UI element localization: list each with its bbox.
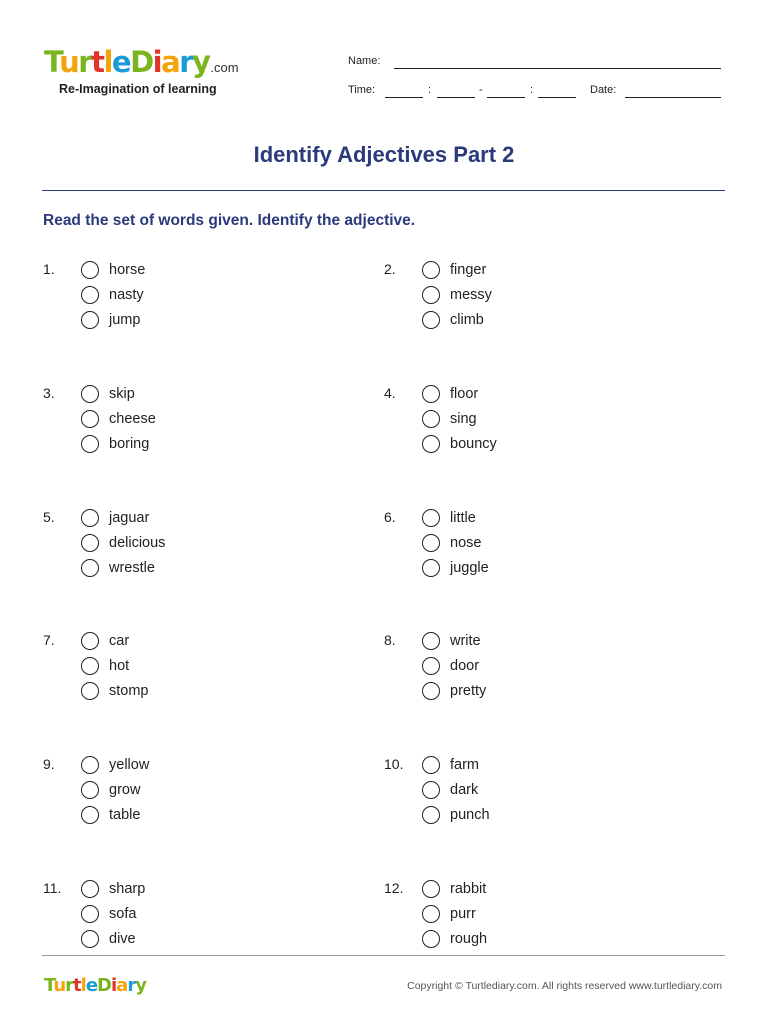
title-divider bbox=[42, 190, 725, 191]
answer-option-label: sharp bbox=[109, 881, 146, 897]
question-2 bbox=[384, 261, 684, 341]
radio-circle-icon[interactable] bbox=[81, 534, 99, 552]
question-number: 8. bbox=[384, 632, 396, 648]
radio-circle-icon[interactable] bbox=[422, 311, 440, 329]
question-number: 9. bbox=[43, 756, 55, 772]
logo-letter: r bbox=[127, 975, 136, 996]
answer-option-label: horse bbox=[109, 262, 146, 278]
answer-option-label: hot bbox=[109, 658, 130, 674]
answer-option[interactable] bbox=[81, 285, 144, 305]
radio-circle-icon[interactable] bbox=[422, 385, 440, 403]
name-field[interactable] bbox=[394, 68, 721, 69]
radio-circle-icon[interactable] bbox=[81, 261, 99, 279]
answer-option[interactable] bbox=[422, 656, 479, 676]
logo-letter: e bbox=[85, 975, 98, 996]
radio-circle-icon[interactable] bbox=[422, 756, 440, 774]
radio-circle-icon[interactable] bbox=[81, 509, 99, 527]
answer-option-label: wrestle bbox=[109, 560, 155, 576]
answer-option-label: little bbox=[450, 510, 476, 526]
footer-divider bbox=[42, 955, 725, 956]
answer-option[interactable] bbox=[81, 533, 165, 553]
time-dash: - bbox=[479, 84, 483, 96]
logo-letter: D bbox=[130, 45, 153, 79]
logo-letter: y bbox=[135, 975, 146, 996]
radio-circle-icon[interactable] bbox=[422, 286, 440, 304]
answer-option-label: climb bbox=[450, 312, 484, 328]
logo-letter: r bbox=[179, 45, 192, 79]
radio-circle-icon[interactable] bbox=[81, 781, 99, 799]
answer-option[interactable] bbox=[81, 384, 135, 404]
answer-option-label: jaguar bbox=[109, 510, 150, 526]
answer-option-label: stomp bbox=[109, 683, 149, 699]
footer-logo-letters bbox=[44, 975, 146, 996]
date-label: Date: bbox=[590, 84, 617, 96]
logo-letter: i bbox=[152, 45, 162, 79]
answer-option-label: dark bbox=[450, 782, 479, 798]
answer-option[interactable] bbox=[422, 780, 478, 800]
answer-option[interactable] bbox=[81, 310, 140, 330]
logo-letter: t bbox=[73, 975, 81, 996]
answer-option-label: delicious bbox=[109, 535, 166, 551]
answer-option-label: sofa bbox=[109, 906, 137, 922]
answer-option[interactable] bbox=[81, 879, 145, 899]
logo-letter: u bbox=[59, 45, 79, 79]
question-number: 12. bbox=[384, 880, 404, 896]
answer-option[interactable] bbox=[81, 656, 129, 676]
radio-circle-icon[interactable] bbox=[81, 286, 99, 304]
logo-letter: i bbox=[110, 975, 117, 996]
answer-option[interactable] bbox=[81, 681, 149, 701]
radio-circle-icon[interactable] bbox=[81, 756, 99, 774]
answer-option[interactable] bbox=[81, 631, 129, 651]
answer-option[interactable] bbox=[422, 755, 479, 775]
logo-letter: l bbox=[80, 975, 86, 996]
question-4 bbox=[384, 385, 684, 465]
question-number: 5. bbox=[43, 509, 55, 525]
answer-option[interactable] bbox=[81, 260, 145, 280]
answer-option-label: skip bbox=[109, 386, 135, 402]
radio-circle-icon[interactable] bbox=[81, 682, 99, 700]
radio-circle-icon[interactable] bbox=[422, 632, 440, 650]
time-colon-1: : bbox=[428, 84, 432, 96]
question-number: 2. bbox=[384, 261, 396, 277]
radio-circle-icon[interactable] bbox=[81, 385, 99, 403]
logo-tagline: Re-Imagination of learning bbox=[59, 82, 217, 96]
question-6 bbox=[384, 509, 684, 589]
logo-letter: r bbox=[78, 45, 92, 79]
radio-circle-icon[interactable] bbox=[422, 682, 440, 700]
question-10 bbox=[384, 756, 684, 836]
logo-suffix: .com bbox=[210, 60, 239, 75]
answer-option-label: table bbox=[109, 807, 141, 823]
answer-option[interactable] bbox=[422, 260, 486, 280]
answer-option[interactable] bbox=[422, 310, 484, 330]
question-9 bbox=[43, 756, 343, 836]
radio-circle-icon[interactable] bbox=[422, 509, 440, 527]
answer-option[interactable] bbox=[422, 805, 490, 825]
answer-option-label: farm bbox=[450, 757, 479, 773]
question-12 bbox=[384, 880, 684, 960]
question-number: 10. bbox=[384, 756, 404, 772]
time-label: Time: bbox=[348, 84, 376, 96]
radio-circle-icon[interactable] bbox=[81, 435, 99, 453]
question-number: 3. bbox=[43, 385, 55, 401]
question-number: 4. bbox=[384, 385, 396, 401]
worksheet-title: Identify Adjectives Part 2 bbox=[253, 142, 515, 167]
answer-option-label: messy bbox=[450, 287, 492, 303]
answer-option-label: sing bbox=[450, 411, 477, 427]
answer-option[interactable] bbox=[422, 533, 481, 553]
logo-wordmark bbox=[44, 45, 244, 79]
turtle-diary-logo bbox=[44, 45, 244, 96]
answer-option-label: bouncy bbox=[450, 436, 497, 452]
time-colon-2: : bbox=[530, 84, 534, 96]
answer-option[interactable] bbox=[81, 755, 149, 775]
name-label: Name: bbox=[348, 55, 381, 67]
answer-option[interactable] bbox=[81, 508, 149, 528]
answer-option-label: rough bbox=[450, 931, 488, 947]
time-end-hour-field[interactable] bbox=[487, 97, 525, 98]
answer-option[interactable] bbox=[422, 508, 476, 528]
radio-circle-icon[interactable] bbox=[422, 559, 440, 577]
answer-option[interactable] bbox=[422, 681, 486, 701]
answer-option-label: grow bbox=[109, 782, 141, 798]
time-start-minute-field[interactable] bbox=[437, 97, 475, 98]
answer-option-label: cheese bbox=[109, 411, 156, 427]
answer-option-label: yellow bbox=[109, 757, 150, 773]
radio-circle-icon[interactable] bbox=[81, 806, 99, 824]
logo-letter: u bbox=[53, 975, 66, 996]
footer-logo bbox=[44, 975, 146, 996]
answer-option[interactable] bbox=[422, 904, 476, 924]
answer-option[interactable] bbox=[81, 409, 156, 429]
answer-option[interactable] bbox=[81, 434, 149, 454]
radio-circle-icon[interactable] bbox=[422, 880, 440, 898]
answer-option[interactable] bbox=[81, 780, 140, 800]
answer-option[interactable] bbox=[422, 285, 492, 305]
radio-circle-icon[interactable] bbox=[81, 930, 99, 948]
answer-option-label: nose bbox=[450, 535, 482, 551]
answer-option-label: purr bbox=[450, 906, 476, 922]
answer-option[interactable] bbox=[422, 631, 481, 651]
answer-option[interactable] bbox=[422, 434, 497, 454]
radio-circle-icon[interactable] bbox=[81, 905, 99, 923]
question-number: 7. bbox=[43, 632, 55, 648]
answer-option[interactable] bbox=[81, 558, 155, 578]
answer-option-label: boring bbox=[109, 436, 150, 452]
answer-option[interactable] bbox=[422, 384, 478, 404]
answer-option[interactable] bbox=[422, 409, 477, 429]
radio-circle-icon[interactable] bbox=[81, 880, 99, 898]
answer-option-label: floor bbox=[450, 386, 479, 402]
radio-circle-icon[interactable] bbox=[422, 781, 440, 799]
time-start-hour-field[interactable] bbox=[385, 97, 423, 98]
radio-circle-icon[interactable] bbox=[422, 261, 440, 279]
date-field[interactable] bbox=[625, 97, 721, 98]
logo-letter: t bbox=[91, 45, 104, 79]
logo-letter: l bbox=[103, 45, 112, 79]
radio-circle-icon[interactable] bbox=[422, 905, 440, 923]
radio-circle-icon[interactable] bbox=[422, 657, 440, 675]
logo-letter: T bbox=[44, 45, 60, 79]
logo-letter: a bbox=[116, 975, 128, 996]
logo-letter: e bbox=[111, 45, 131, 79]
answer-option-label: rabbit bbox=[450, 881, 487, 897]
answer-option[interactable] bbox=[81, 904, 136, 924]
answer-option[interactable] bbox=[422, 879, 486, 899]
question-1 bbox=[43, 261, 343, 341]
question-3 bbox=[43, 385, 343, 465]
question-number: 1. bbox=[43, 261, 55, 277]
radio-circle-icon[interactable] bbox=[81, 410, 99, 428]
question-7 bbox=[43, 632, 343, 712]
radio-circle-icon[interactable] bbox=[422, 410, 440, 428]
answer-option-label: car bbox=[109, 633, 130, 649]
answer-option-label: door bbox=[450, 658, 480, 674]
question-number: 11. bbox=[43, 880, 62, 896]
instruction-text: Read the set of words given. Identify the adjective. bbox=[43, 212, 416, 229]
logo-letter: T bbox=[44, 975, 54, 996]
radio-circle-icon[interactable] bbox=[81, 632, 99, 650]
radio-circle-icon[interactable] bbox=[422, 806, 440, 824]
answer-option-label: pretty bbox=[450, 683, 487, 699]
answer-option[interactable] bbox=[422, 558, 489, 578]
radio-circle-icon[interactable] bbox=[422, 930, 440, 948]
answer-option-label: jump bbox=[109, 312, 141, 328]
answer-option-label: dive bbox=[109, 931, 136, 947]
question-11 bbox=[43, 880, 343, 960]
answer-option-label: nasty bbox=[109, 287, 144, 303]
radio-circle-icon[interactable] bbox=[81, 559, 99, 577]
logo-letter: D bbox=[97, 975, 111, 996]
answer-option-label: punch bbox=[450, 807, 490, 823]
logo-letter: a bbox=[161, 45, 180, 79]
radio-circle-icon[interactable] bbox=[422, 534, 440, 552]
answer-option-label: finger bbox=[450, 262, 487, 278]
answer-option[interactable] bbox=[81, 805, 140, 825]
logo-letters bbox=[44, 45, 209, 79]
time-end-minute-field[interactable] bbox=[538, 97, 576, 98]
answer-option[interactable] bbox=[422, 929, 487, 949]
radio-circle-icon[interactable] bbox=[81, 311, 99, 329]
question-number: 6. bbox=[384, 509, 396, 525]
copyright-text: Copyright © Turtlediary.com. All rights reserved www.turtlediary.com bbox=[407, 980, 722, 992]
logo-letter: y bbox=[192, 45, 210, 79]
radio-circle-icon[interactable] bbox=[81, 657, 99, 675]
radio-circle-icon[interactable] bbox=[422, 435, 440, 453]
logo-letter: r bbox=[65, 975, 74, 996]
answer-option-label: write bbox=[450, 633, 481, 649]
answer-option-label: juggle bbox=[450, 560, 489, 576]
question-8 bbox=[384, 632, 684, 712]
question-5 bbox=[43, 509, 343, 589]
answer-option[interactable] bbox=[81, 929, 136, 949]
